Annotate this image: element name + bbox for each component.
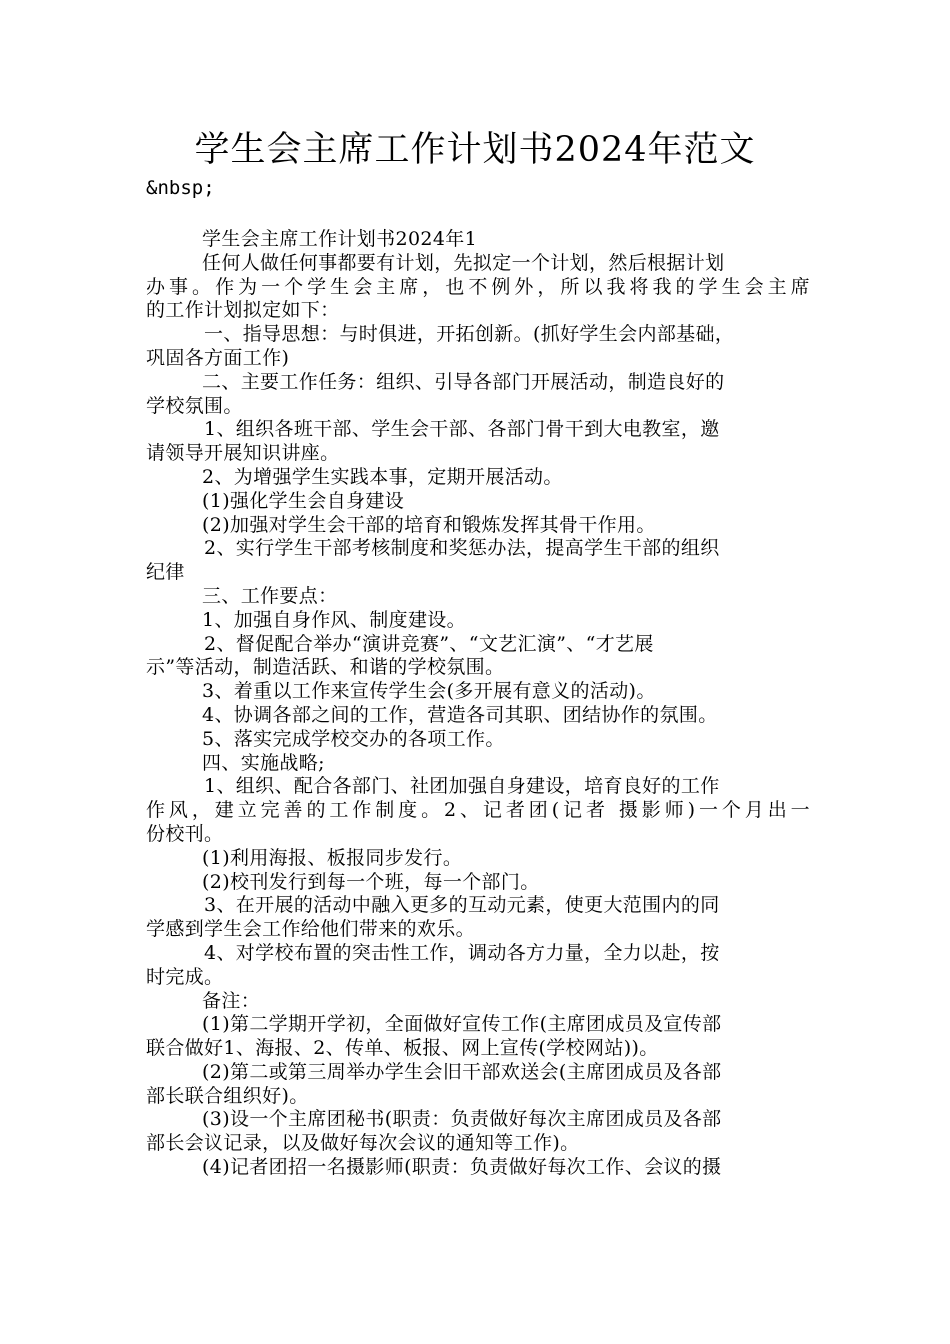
text-line: 巩固各方面工作)	[146, 346, 290, 369]
text-line: 请领导开展知识讲座。	[146, 442, 340, 465]
text-line: (1)第二学期开学初，全面做好宣传工作(主席团成员及宣传部	[202, 1013, 722, 1036]
text-line: 4、协调各部之间的工作，营造各司其职、团结协作的氛围。	[202, 703, 718, 726]
text-line: (2)校刊发行到每一个班，每一个部门。	[202, 870, 540, 893]
text-line: 2、督促配合举办“演讲竞赛”、“文艺汇演”、“才艺展	[204, 632, 654, 655]
stray-nbsp-text: &nbsp;	[146, 177, 215, 199]
text-line: 4、对学校布置的突击性工作，调动各方力量，全力以赴，按	[204, 941, 720, 964]
text-line: 的工作计划拟定如下：	[146, 299, 340, 322]
text-line: 学感到学生会工作给他们带来的欢乐。	[146, 918, 475, 941]
text-line: 作风，建立完善的工作制度。2、记者团(记者 摄影师)一个月出一	[146, 799, 810, 822]
text-line: 1、组织各班干部、学生会干部、各部门骨干到大电教室，邀	[204, 418, 720, 441]
text-line: 学生会主席工作计划书2024年1	[202, 228, 478, 250]
text-line: 联合做好1、海报、2、传单、板报、网上宣传(学校网站))。	[146, 1037, 659, 1060]
text-line: (3)设一个主席团秘书(职责：负责做好每次主席团成员及各部	[202, 1108, 722, 1131]
document-title: 学生会主席工作计划书2024年范文	[194, 130, 756, 170]
text-line: 纪律	[146, 561, 185, 584]
text-line: 份校刊。	[146, 822, 224, 845]
text-line: (2)加强对学生会干部的培育和锻炼发挥其骨干作用。	[202, 513, 656, 536]
text-line: 三、工作要点：	[202, 584, 338, 607]
document-body	[146, 228, 810, 1180]
text-line: 3、在开展的活动中融入更多的互动元素，使更大范围内的同	[204, 894, 720, 917]
text-line: 四、实施战略;	[202, 751, 325, 774]
text-line: 时完成。	[146, 965, 224, 988]
text-line: 示”等活动，制造活跃、和谐的学校氛围。	[146, 656, 505, 679]
text-line: 部长会议记录，以及做好每次会议的通知等工作)。	[146, 1132, 580, 1155]
text-line: 5、落实完成学校交办的各项工作。	[202, 727, 505, 750]
text-line: (1)利用海报、板报同步发行。	[202, 846, 463, 869]
text-line: (4)记者团招一名摄影师(职责：负责做好每次工作、会议的摄	[202, 1156, 722, 1179]
text-line: 部长联合组织好)。	[146, 1084, 309, 1107]
text-line: 一、指导思想：与时俱进，开拓创新。(抓好学生会内部基础，	[204, 323, 735, 346]
text-line: 1、组织、配合各部门、社团加强自身建设，培育良好的工作	[204, 775, 720, 798]
text-line: 二、主要工作任务：组织、引导各部门开展活动，制造良好的	[202, 370, 725, 393]
text-line: 备注：	[202, 989, 261, 1012]
text-line: 办事。作为一个学生会主席，也不例外，所以我将我的学生会主席	[146, 275, 810, 298]
text-line: 学校氛围。	[146, 394, 243, 417]
text-line: 2、为增强学生实践本事，定期开展活动。	[202, 465, 563, 488]
text-line: 3、着重以工作来宣传学生会(多开展有意义的活动)。	[202, 680, 656, 703]
text-line: 任何人做任何事都要有计划，先拟定一个计划，然后根据计划	[202, 251, 725, 274]
text-line: (1)强化学生会自身建设	[202, 489, 405, 512]
text-line: (2)第二或第三周举办学生会旧干部欢送会(主席团成员及各部	[202, 1060, 722, 1083]
text-line: 1、加强自身作风、制度建设。	[202, 608, 466, 631]
text-line: 2、实行学生干部考核制度和奖惩办法，提高学生干部的组织	[204, 537, 720, 560]
